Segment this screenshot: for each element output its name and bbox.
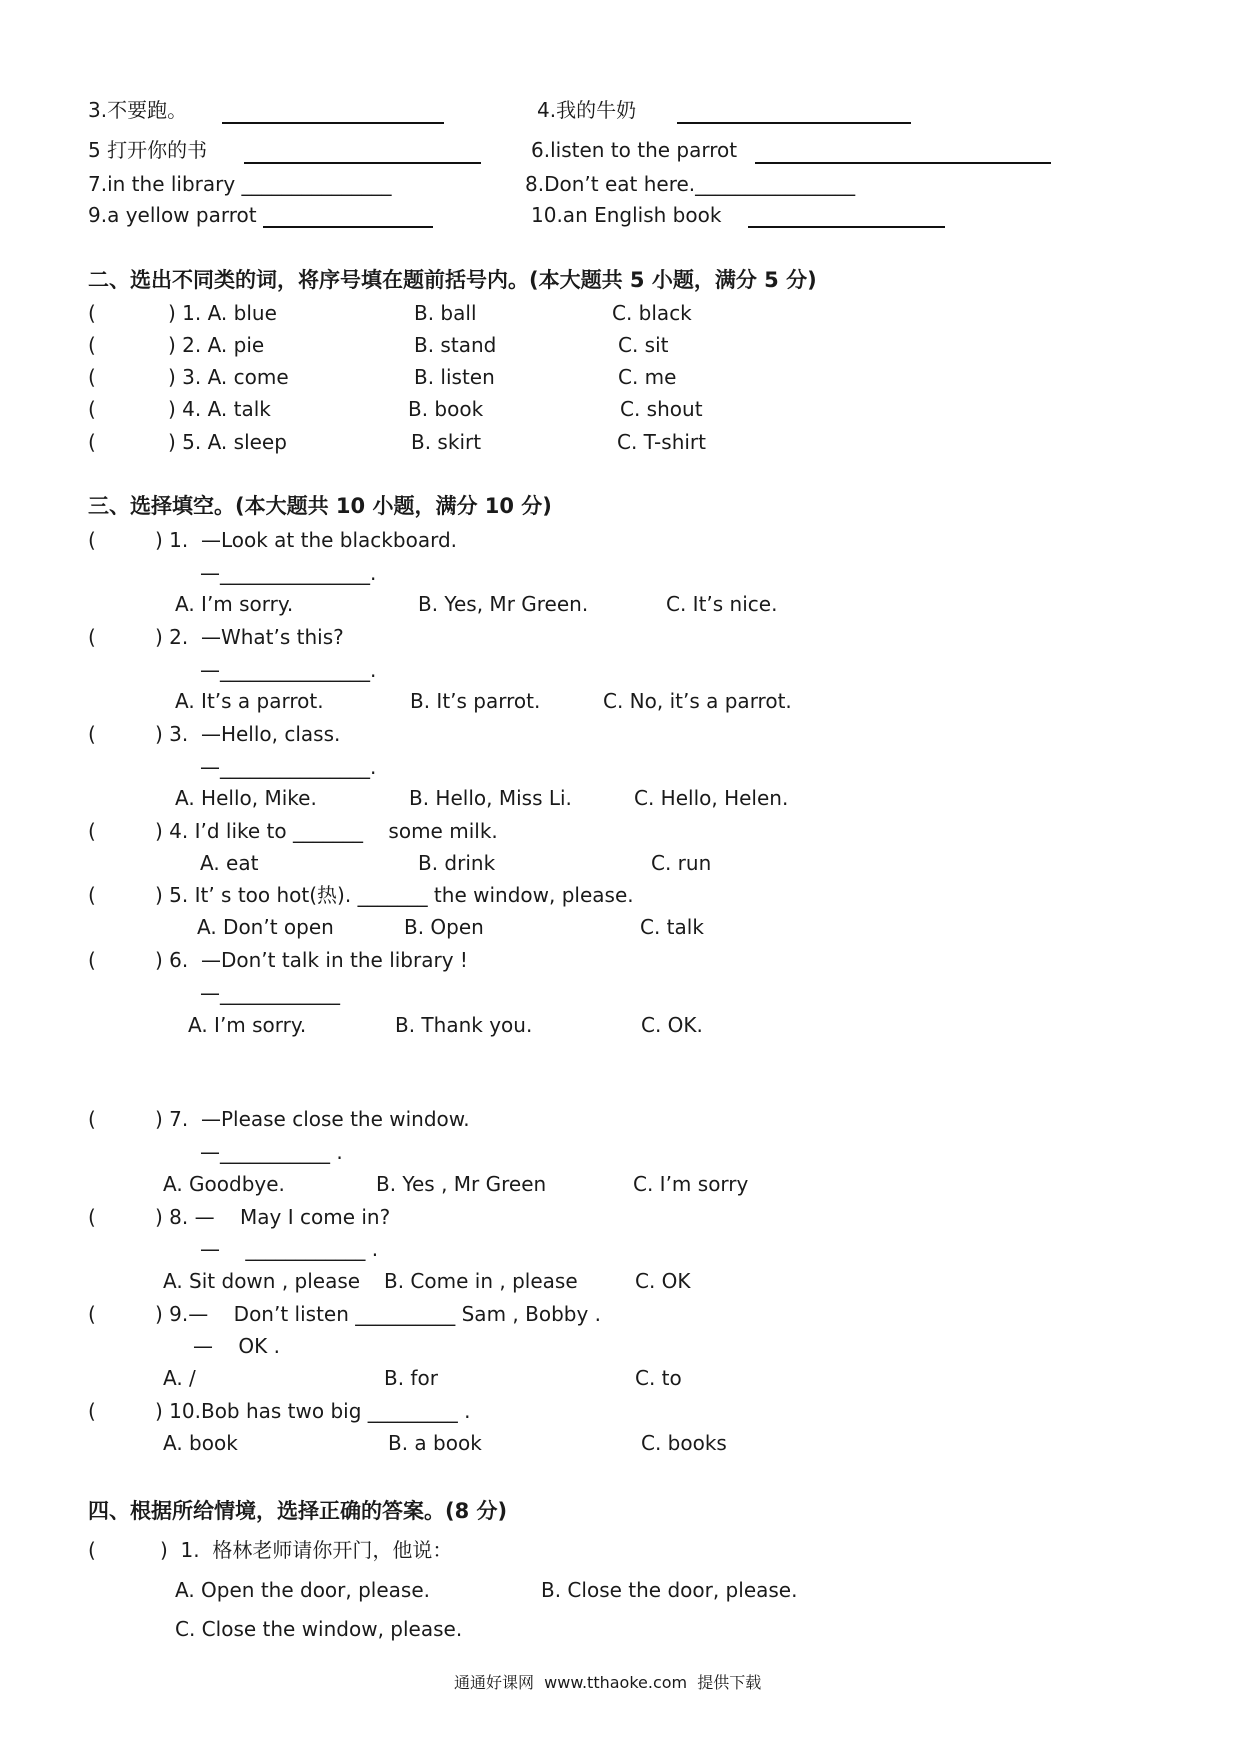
option-b: B. Open xyxy=(404,915,484,939)
option-c: C. I’m sorry xyxy=(633,1172,749,1196)
option-c: C. sit xyxy=(618,333,669,357)
option-b: B. stand xyxy=(414,333,497,357)
answer-paren[interactable]: ( xyxy=(88,819,96,843)
response-text: — OK . xyxy=(193,1334,281,1358)
item-8: 8.Don’t eat here.________________ xyxy=(525,172,856,196)
question-text: ) 2. —What’s this? xyxy=(155,625,344,649)
answer-paren[interactable]: ( xyxy=(88,1107,96,1131)
footer-text: 通通好课网 www.tthaoke.com 提供下载 xyxy=(454,1673,762,1692)
question-text: ) 3. A. come xyxy=(168,365,289,389)
option-b: B. book xyxy=(408,397,484,421)
option-c: C. to xyxy=(635,1366,682,1390)
question-text: ) 1. —Look at the blackboard. xyxy=(155,528,457,552)
answer-paren[interactable]: ( xyxy=(88,397,96,421)
option-b: B. drink xyxy=(418,851,496,875)
response-blank[interactable]: —_______________. xyxy=(200,755,377,779)
option-b: B. listen xyxy=(414,365,495,389)
answer-line-3[interactable] xyxy=(222,122,444,124)
option-c: C. black xyxy=(612,301,692,325)
option-b: B. Close the door, please. xyxy=(541,1578,798,1602)
question-text: ) 4. A. talk xyxy=(168,397,271,421)
option-b: B. Yes, Mr Green. xyxy=(418,592,589,616)
answer-paren[interactable]: ( xyxy=(88,948,96,972)
option-c: C. shout xyxy=(620,397,703,421)
option-c: C. No, it’s a parrot. xyxy=(603,689,792,713)
section-4-heading: 四、根据所给情境，选择正确的答案。(8 分) xyxy=(88,1499,508,1523)
option-c: C. me xyxy=(618,365,677,389)
option-c: C. books xyxy=(641,1431,727,1455)
option-a: A. Don’t open xyxy=(197,915,334,939)
answer-paren[interactable]: ( xyxy=(88,528,96,552)
option-c: C. T-shirt xyxy=(617,430,706,454)
option-c: C. OK. xyxy=(641,1013,703,1037)
question-text: ) 5. It’ s too hot(热). _______ the window, please. xyxy=(155,883,634,907)
question-text: ) 1. A. blue xyxy=(168,301,277,325)
response-blank[interactable]: —_______________. xyxy=(200,561,377,585)
option-b: B. skirt xyxy=(411,430,482,454)
option-a: A. It’s a parrot. xyxy=(175,689,324,713)
option-c: C. talk xyxy=(640,915,704,939)
question-text: ) 5. A. sleep xyxy=(168,430,287,454)
option-a: A. Sit down , please xyxy=(163,1269,361,1293)
option-a: A. Hello, Mike. xyxy=(175,786,317,810)
item-10: 10.an English book xyxy=(531,203,722,227)
option-c: C. It’s nice. xyxy=(666,592,778,616)
option-a: A. / xyxy=(163,1366,196,1390)
question-text: ) 10.Bob has two big _________ . xyxy=(155,1399,471,1423)
item-3: 3.不要跑。 xyxy=(88,98,188,122)
answer-line-4[interactable] xyxy=(677,122,911,124)
question-text: ) 3. —Hello, class. xyxy=(155,722,341,746)
option-b: B. a book xyxy=(388,1431,482,1455)
option-c: C. Close the window, please. xyxy=(175,1617,463,1641)
response-blank[interactable]: — ____________ . xyxy=(200,1237,379,1261)
option-a: A. Goodbye. xyxy=(163,1172,285,1196)
answer-paren[interactable]: ( xyxy=(88,1538,96,1562)
item-9: 9.a yellow parrot xyxy=(88,203,257,227)
question-text: ) 9.— Don’t listen __________ Sam , Bobby . xyxy=(155,1302,602,1326)
answer-paren[interactable]: ( xyxy=(88,365,96,389)
option-b: B. for xyxy=(384,1366,438,1390)
question-text: ) 4. I’d like to _______ some milk. xyxy=(155,819,498,843)
section-3-heading: 三、选择填空。(本大题共 10 小题，满分 10 分) xyxy=(88,494,552,518)
question-text: ) 7. —Please close the window. xyxy=(155,1107,470,1131)
option-a: A. Open the door, please. xyxy=(175,1578,430,1602)
option-b: B. It’s parrot. xyxy=(410,689,541,713)
answer-line-5[interactable] xyxy=(244,162,481,164)
option-c: C. run xyxy=(651,851,712,875)
answer-line-9[interactable] xyxy=(263,226,433,228)
answer-paren[interactable]: ( xyxy=(88,430,96,454)
question-text: ) 2. A. pie xyxy=(168,333,265,357)
answer-line-6[interactable] xyxy=(755,162,1051,164)
question-text: ) 6. —Don’t talk in the library ! xyxy=(155,948,468,972)
item-5: 5 打开你的书 xyxy=(88,138,208,162)
answer-paren[interactable]: ( xyxy=(88,1399,96,1423)
question-text: ) 1. 格林老师请你开门，他说： xyxy=(160,1538,453,1562)
option-a: A. book xyxy=(163,1431,238,1455)
option-b: B. Yes , Mr Green xyxy=(376,1172,547,1196)
section-2-heading: 二、选出不同类的词，将序号填在题前括号内。(本大题共 5 小题，满分 5 分) xyxy=(88,268,817,292)
item-4: 4.我的牛奶 xyxy=(537,98,637,122)
answer-line-10[interactable] xyxy=(748,226,945,228)
option-c: C. OK xyxy=(635,1269,691,1293)
response-blank[interactable]: —_______________. xyxy=(200,658,377,682)
option-b: B. ball xyxy=(414,301,477,325)
response-blank[interactable]: —____________ xyxy=(200,981,340,1005)
option-c: C. Hello, Helen. xyxy=(634,786,789,810)
option-a: A. I’m sorry. xyxy=(188,1013,307,1037)
answer-paren[interactable]: ( xyxy=(88,883,96,907)
answer-paren[interactable]: ( xyxy=(88,722,96,746)
response-blank[interactable]: —___________ . xyxy=(200,1140,343,1164)
answer-paren[interactable]: ( xyxy=(88,301,96,325)
item-6: 6.listen to the parrot xyxy=(531,138,738,162)
question-text: ) 8. — May I come in? xyxy=(155,1205,391,1229)
option-a: A. eat xyxy=(200,851,259,875)
option-b: B. Thank you. xyxy=(395,1013,533,1037)
answer-paren[interactable]: ( xyxy=(88,625,96,649)
item-7: 7.in the library _______________ xyxy=(88,172,392,196)
answer-paren[interactable]: ( xyxy=(88,1205,96,1229)
answer-paren[interactable]: ( xyxy=(88,1302,96,1326)
answer-paren[interactable]: ( xyxy=(88,333,96,357)
option-a: A. I’m sorry. xyxy=(175,592,294,616)
option-b: B. Hello, Miss Li. xyxy=(409,786,572,810)
option-b: B. Come in , please xyxy=(384,1269,578,1293)
